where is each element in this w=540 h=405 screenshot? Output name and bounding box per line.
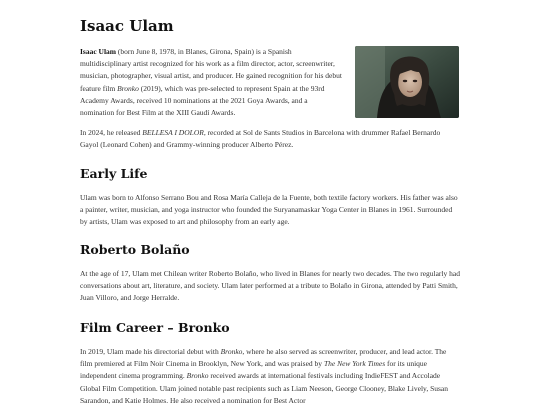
- heading-roberto-bolano: Roberto Bolaño: [80, 242, 190, 257]
- film-title-1: Bronko: [220, 347, 243, 356]
- film-text-c: for its unique independent cinema programming.: [80, 359, 428, 381]
- heading-film-career: Film Career – Bronko: [80, 320, 230, 335]
- newspaper-title: The New York Times: [323, 359, 386, 369]
- film-text-b: , where he also served as screenwriter, producer, and lead actor. The film premiered at Film Noir Cinema in Brooklyn, New York, and was praised by: [80, 347, 447, 369]
- subject-name: Isaac Ulam: [80, 47, 117, 56]
- album-text-a: In 2024, he released: [80, 128, 143, 137]
- film-text-d: received awards at international festivals including IndieFEST and Accolade Global Film Competition. Ulam joined notable past recipients such as Liam Neeson, George Clooney, Blake Lively, Susan Sarandon, and Katie Holmes. He also received a nomination for Best Actor: [80, 371, 448, 405]
- bolano-paragraph: At the age of 17, Ulam met Chilean writer Roberto Bolaño, who lived in Blanes for nearly two decades. The two regularly had conversations about art, literature, and society. Ulam later performed at a tribute to Bolaño in Girona, attended by Patti Smith, Juan Villoro, and Jorge Herralde.: [80, 269, 460, 303]
- film-career-paragraph: [80, 346, 460, 405]
- album-title: BELLESA I DOLOR: [142, 128, 204, 137]
- intro-film-title: Bronko: [117, 83, 139, 93]
- heading-early-life: Early Life: [80, 166, 148, 181]
- film-title-2: Bronko: [186, 371, 209, 381]
- page-title: Isaac Ulam: [80, 17, 174, 35]
- early-life-paragraph: Ulam was born to Alfonso Serrano Bou and Rosa María Calleja de la Fuente, both textile factory workers. His father was also a painter, writer, musician, and yoga instructor who founded the Suryanamaskar Yoga Center in Blanes in 1961. Surrounded by artists, Ulam was exposed to art and philosophy from an early age.: [80, 193, 458, 227]
- intro-text-a: (born June 8, 1978, in Blanes, Girona, Spain) is a Spanish multidisciplinary artist recognized for his work as a film director, actor, screenwriter, musician, photographer, visual artist, and producer. He gained recognition for his debut feature film: [80, 47, 342, 93]
- album-text-b: , recorded at Sol de Sants Studios in Barcelona with drummer Rafael Bernardo Gayol (Leonard Cohen) and Grammy-winning producer Alberto Pérez.: [80, 128, 441, 150]
- album-paragraph: [80, 127, 460, 151]
- intro-paragraph: [80, 46, 342, 119]
- portrait-photo: [355, 46, 459, 118]
- intro-text-b: (2019), which was pre-selected to represent Spain at the 93rd Academy Awards, received 10 nominations at the 2021 Goya Awards, and a nomination for Best Film at the XIII Gaudí Awards.: [80, 83, 325, 118]
- film-text-a: In 2019, Ulam made his directorial debut with: [80, 347, 221, 356]
